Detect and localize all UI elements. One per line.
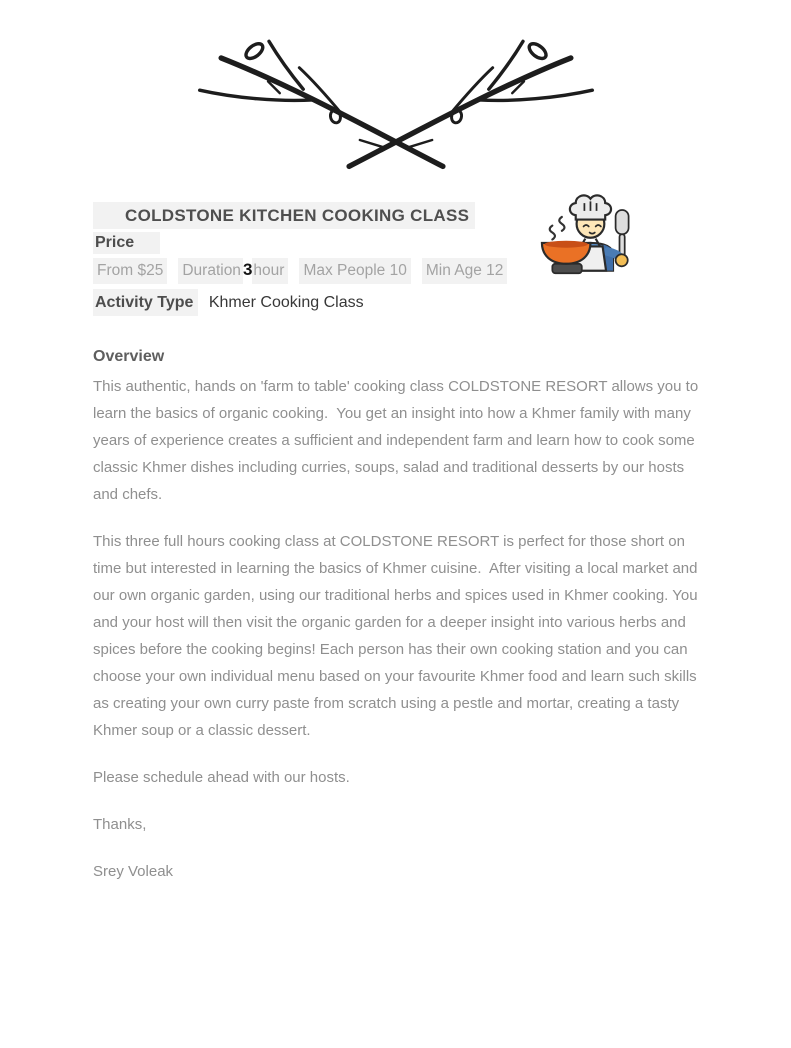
crossed-branches-icon [186,24,606,172]
meta-from-price: From $25 [93,258,167,284]
meta-max-people: Max People 10 [299,258,410,284]
header-section [93,202,701,316]
activity-type-label: Activity Type [93,289,198,316]
price-label: Price [93,232,160,254]
meta-duration-unit: hour [252,258,288,284]
overview-paragraph-2: This three full hours cooking class at COLDSTONE RESORT is perfect for those short on time but interested in learning the basics of Khmer cuisine. After visiting a local market and our own organic garden, using our traditional herbs and spices used in Khmer cooking. You and your host will then visit the organic garden for a deeper insight into various herbs and spices before the cooking begins! Each person has their own cooking station and you can choose your own individual menu based on your favourite Khmer food and learn such skills as creating your own curry paste from scratch using a pestle and mortar, creating a tasty Khmer soup or a classic dessert. [93,533,702,739]
meta-min-age: Min Age 12 [422,258,508,284]
overview-heading: Overview [93,348,165,365]
closing-text: Thanks, [93,816,147,833]
overview-section [93,348,701,885]
chef-cooking-icon [535,188,639,284]
overview-paragraph-1: This authentic, hands on 'farm to table' cooking class COLDSTONE RESORT allows you to learn the basics of organic cooking. You get an insight into how a Khmer family with many years of experience creates a sufficient and independent farm and learn how to cook some classic Khmer dishes including curries, soups, salad and traditional desserts by our hosts and chefs. [93,378,703,503]
meta-duration-label: Duration [178,258,243,284]
schedule-note: Please schedule ahead with our hosts. [93,769,350,786]
activity-type-value: Khmer Cooking Class [208,294,364,311]
meta-duration-value: 3 [242,260,253,279]
signature-text: Srey Voleak [93,863,174,880]
activity-type-row [93,289,701,316]
page-title: COLDSTONE KITCHEN COOKING CLASS [93,202,475,229]
cooking-class-document [0,24,791,1048]
